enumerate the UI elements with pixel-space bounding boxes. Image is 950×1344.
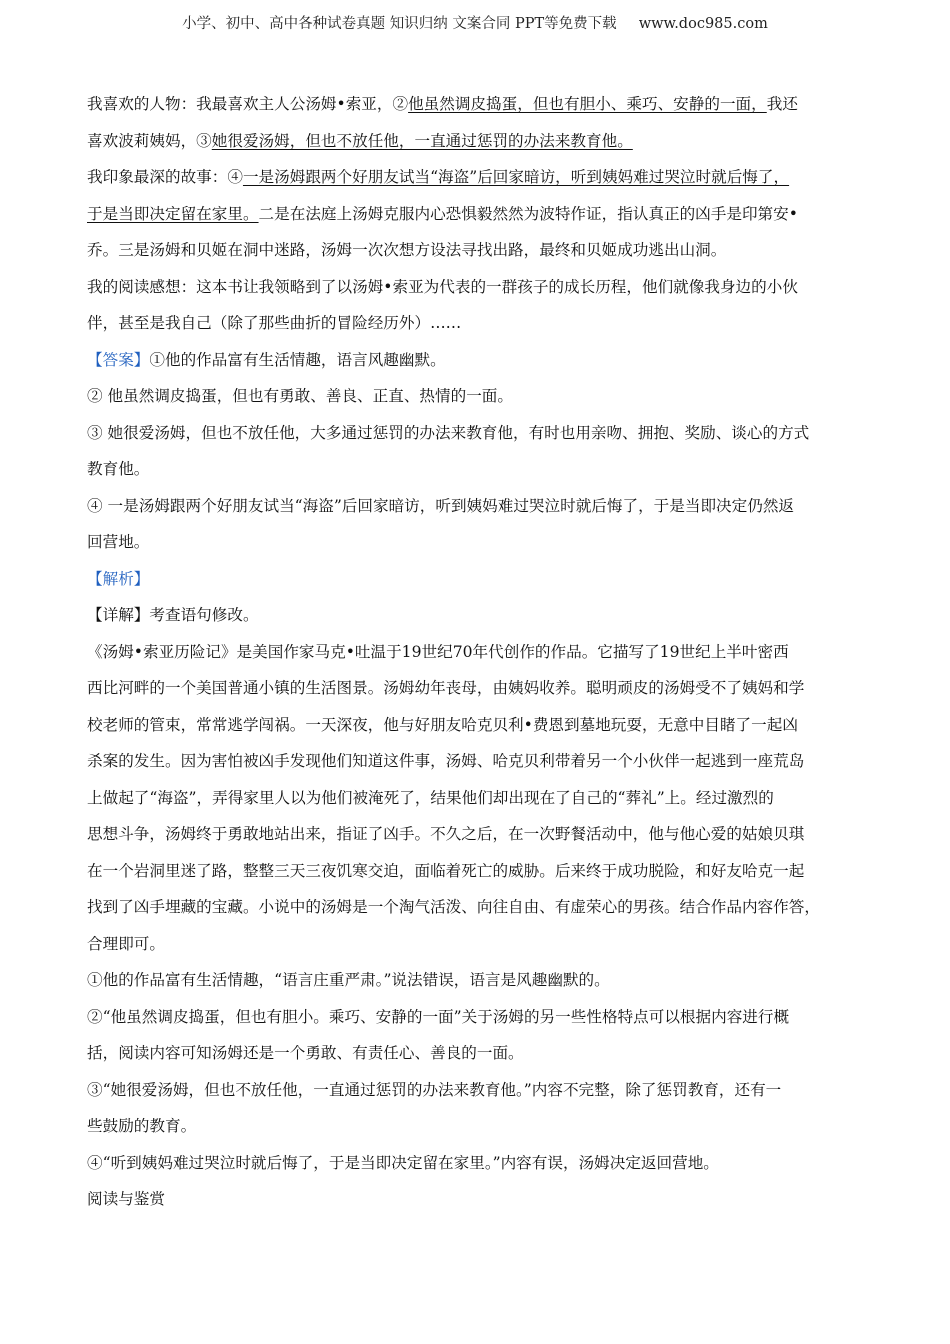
analysis-paragraph-line: 找到了凶手埋藏的宝藏。小说中的汤姆是一个淘气活泼、向往自由、有虚荣心的男孩。结合作品内容作答， (87, 898, 820, 916)
explain-4: ④“听到姨妈难过哭泣时就后悔了，于是当即决定留在家里。”内容有误，汤姆决定返回营地。 (87, 1153, 719, 1172)
intro-line-5: 乔。三是汤姆和贝姬在洞中迷路，汤姆一次次想方设法寻找出路，最终和贝姬成功逃出山洞。 (87, 241, 727, 259)
analysis-paragraph-line: 合理即可。 (87, 934, 165, 953)
intro-line-2: 喜欢波莉姨妈，③她很爱汤姆，但也不放任他，一直通过惩罚的办法来教育他。 (87, 131, 633, 150)
analysis-paragraph-line: 《汤姆•索亚历险记》是美国作家马克•吐温于19世纪70年代创作的作品。它描写了19世纪上半叶密西 (87, 642, 789, 661)
next-section-heading: 阅读与鉴赏 (87, 1190, 165, 1208)
analysis-paragraph-line: 在一个岩洞里迷了路，整整三天三夜饥寒交迫，面临着死亡的威胁。后来终于成功脱险，和好友哈克一起 (87, 861, 805, 880)
answer-line-1: 【答案】①他的作品富有生活情趣，语言风趣幽默。 (87, 350, 446, 369)
document-body (87, 86, 867, 1218)
intro-line-3: 我印象最深的故事：④一是汤姆跟两个好朋友试当“海盗”后回家暗访，听到姨妈难过哭泣时就后悔了， (87, 168, 790, 186)
intro-line-1: 我喜欢的人物：我最喜欢主人公汤姆•索亚，②他虽然调皮捣蛋，但也有胆小、乘巧、安静的一面，我还 (87, 95, 798, 113)
answer-tag: 【答案】 (87, 350, 150, 369)
header-text: 小学、初中、高中各种试卷真题 知识归纳 文案合同 PPT等免费下载 (182, 16, 617, 32)
analysis-paragraph-line: 西比河畔的一个美国普通小镇的生活图景。汤姆幼年丧母，由姨妈收养。聪明顽皮的汤姆受不了姨妈和学 (87, 679, 805, 697)
analysis-paragraph-line: 上做起了“海盗”，弄得家里人以为他们被淹死了，结果他们却出现在了自己的“葬礼”上。经过激烈的 (87, 788, 774, 807)
underlined-sentence-2: 他虽然调皮捣蛋，但也有胆小、乘巧、安静的一面， (408, 95, 767, 113)
answer-line-4: 教育他。 (87, 460, 150, 478)
page-header (0, 12, 950, 33)
intro-line-4: 于是当即决定留在家里。二是在法庭上汤姆克服内心恐惧毅然然为波特作证，指认真正的凶手是印第安• (87, 204, 798, 223)
intro-line-7: 伴，甚至是我自己（除了那些曲折的冒险经历外）…… (87, 314, 462, 332)
explain-1: ①他的作品富有生活情趣，“语言庄重严肃。”说法错误，语言是风趣幽默的。 (87, 971, 610, 989)
underlined-sentence-4a: 一是汤姆跟两个好朋友试当“海盗”后回家暗访，听到姨妈难过哭泣时就后悔了， (242, 168, 790, 186)
answer-line-6: 回营地。 (87, 533, 150, 551)
analysis-paragraph-line: 思想斗争，汤姆终于勇敢地站出来，指证了凶手。不久之后，在一次野餐活动中，他与他心爱的姑娘贝琪 (87, 825, 805, 843)
detail-line: 【详解】考查语句修改。 (87, 606, 259, 624)
analysis-tag: 【解析】 (87, 569, 150, 588)
underlined-sentence-4b: 于是当即决定留在家里。 (87, 204, 259, 223)
underlined-sentence-3: 她很爱汤姆，但也不放任他，一直通过惩罚的办法来教育他。 (211, 131, 633, 150)
explain-2-line-2: 括，阅读内容可知汤姆还是一个勇敢、有责任心、善良的一面。 (87, 1044, 524, 1062)
explain-3-line-1: ③“她很爱汤姆，但也不放任他，一直通过惩罚的办法来教育他。”内容不完整，除了惩罚教育，还有一 (87, 1080, 782, 1099)
answer-line-5: ④ 一是汤姆跟两个好朋友试当“海盗”后回家暗访，听到姨妈难过哭泣时就后悔了，于是当即决定仍然返 (87, 496, 795, 515)
explain-2-line-1: ②“他虽然调皮捣蛋，但也有胆小。乘巧、安静的一面”关于汤姆的另一些性格特点可以根据内容进行概 (87, 1007, 790, 1026)
header-site: www.doc985.com (638, 16, 768, 32)
explain-3-line-2: 些鼓励的教育。 (87, 1117, 197, 1135)
analysis-paragraph-line: 校老师的管束，常常逃学闯祸。一天深夜，他与好朋友哈克贝利•费恩到墓地玩耍，无意中目睹了一起凶 (87, 715, 798, 734)
analysis-paragraph-line: 杀案的发生。因为害怕被凶手发现他们知道这件事，汤姆、哈克贝利带着另一个小伙伴一起逃到一座荒岛 (87, 752, 805, 770)
answer-line-3: ③ 她很爱汤姆，但也不放任他，大多通过惩罚的办法来教育他，有时也用亲吻、拥抱、奖励、谈心的方式 (87, 423, 810, 442)
intro-line-6: 我的阅读感想：这本书让我领略到了以汤姆•索亚为代表的一群孩子的成长历程，他们就像我身边的小伙 (87, 277, 798, 296)
answer-line-2: ② 他虽然调皮捣蛋，但也有勇敢、善良、正直、热情的一面。 (87, 387, 513, 405)
